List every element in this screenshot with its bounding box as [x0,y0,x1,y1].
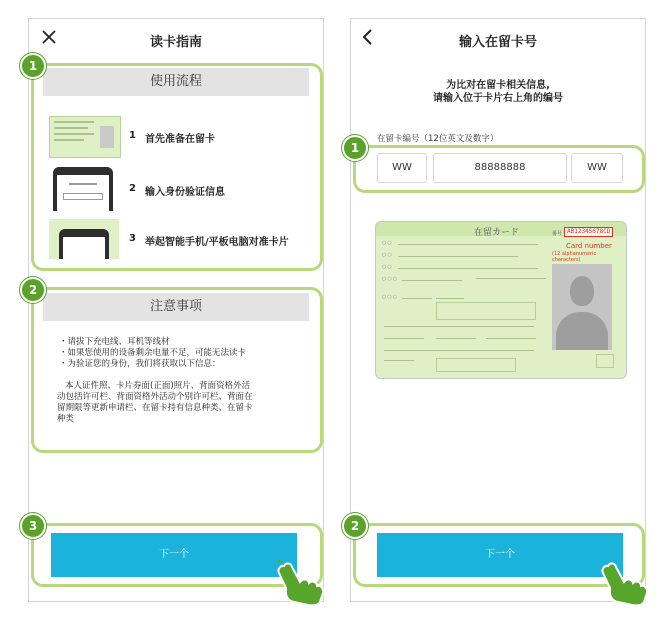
step-badge: 1 [20,53,46,79]
flow-section-heading: 使用流程 [43,68,309,96]
step-badge: 2 [20,277,46,303]
step-badge: 3 [20,513,46,539]
next-button[interactable]: 下一个 [377,533,623,577]
card-title: 在留カード [474,228,520,238]
residence-card-thumbnail [49,116,121,158]
instruction-line: 请输入位于卡片右上角的编号 [433,93,563,104]
notice-paragraph-line: 本人证件照、卡片券面(正面)照片、背面资格外活 [65,381,251,391]
residence-card-illustration: 在留カード 番号 AB12345678CD Card number (12 alphanumeric characters) ○○ ○○ ○○ ○○○ ○○○ [375,221,627,379]
page-title: 输入在留卡号 [458,35,537,50]
card-photo [552,264,612,350]
card-number-digits-input[interactable]: 88888888 [433,153,567,183]
step-2-label: 输入身份验证信息 [145,187,225,198]
step-3-label: 举起智能手机/平板电脑对准卡片 [145,237,289,248]
pointing-hand-icon [600,560,650,606]
page-title: 读卡指南 [149,35,202,50]
card-number-screen [350,18,646,602]
card-number-prefix: 番号 [552,231,563,237]
notice-line: ・如果您使用的设备剩余电量不足，可能无法读卡 [59,348,247,358]
scan-card-thumbnail [49,219,119,259]
step-badge: 2 [342,513,368,539]
step-1-number: 1 [129,130,136,141]
card-number-label: 在留卡编号（12位英文及数字） [377,134,499,144]
guide-screen [28,18,324,602]
step-2-number: 2 [129,183,136,194]
step-3-number: 3 [129,233,136,244]
step-1-label: 首先准备在留卡 [145,134,215,145]
next-button[interactable]: 下一个 [51,533,297,577]
notice-section-heading: 注意事项 [43,293,309,321]
step-badge: 1 [342,135,368,161]
instruction-text [351,79,645,105]
pointing-hand-icon [276,560,326,606]
notice-paragraph-line: 留期限等更新申请栏、在留卡持有信息种类、在留卡 [57,403,253,413]
notice-paragraph-line: 动包括许可栏、背面资格外活动个别许可栏、背面在 [57,392,253,402]
card-number-highlight: AB12345678CD [564,227,613,237]
notice-paragraph-line: 种类 [57,414,75,424]
notice-line: ・为验证您的身份，我们将获取以下信息： [59,359,221,369]
notice-line: ・请拔下充电线、耳机等线材 [59,337,170,347]
instruction-line: 为比对在留卡相关信息, [446,80,550,91]
card-number-prefix-input[interactable]: WW [377,153,427,183]
card-number-caption-sub: (12 alphanumeric characters) [552,251,597,263]
phone-input-thumbnail [53,167,113,211]
card-number-caption: Card number [566,242,612,250]
card-number-suffix-input[interactable]: WW [571,153,623,183]
